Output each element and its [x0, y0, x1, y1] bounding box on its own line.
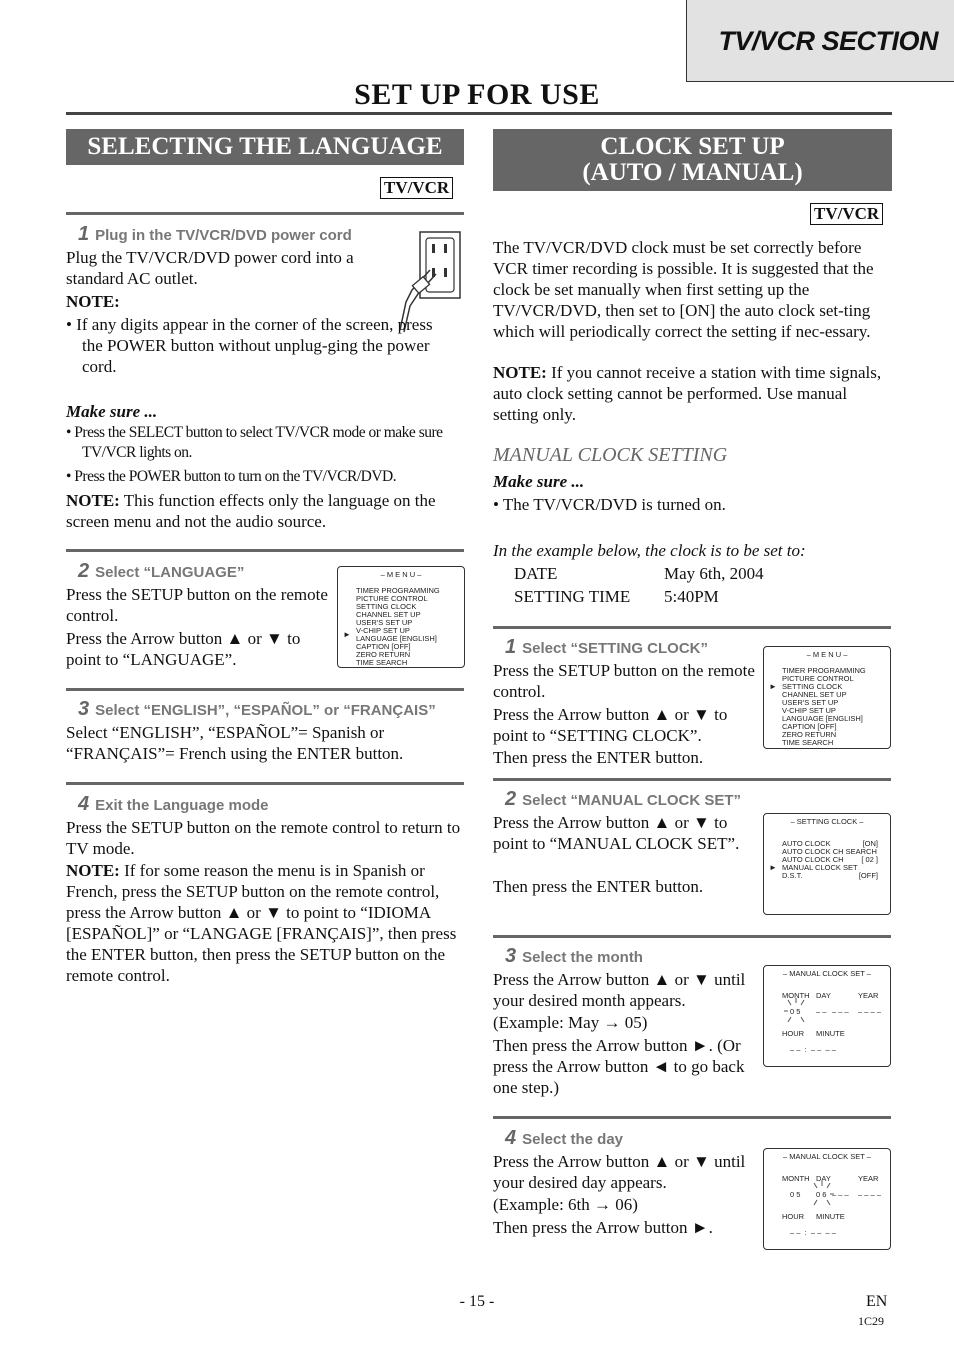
make-sure-bullet-2: • Press the POWER button to turn on the TV/VCR/DVD.	[66, 468, 397, 485]
right-step1-heading: 1 Select “SETTING CLOCK”	[505, 636, 708, 658]
right-step2-body2: Then press the ENTER button.	[493, 877, 704, 896]
menu-item: CHANNEL SET UP	[356, 610, 421, 619]
menu-item: V-CHIP SET UP	[356, 626, 410, 635]
date-value: May 6th, 2004	[664, 564, 764, 583]
menu-item-selected: LANGUAGE [ENGLISH]	[356, 634, 437, 643]
clock-note: NOTE: If you cannot receive a station with time signals, auto clock setting cannot be performed. Use manual setting only.	[493, 363, 882, 424]
time-value: 5:40PM	[664, 587, 719, 606]
section-tab-label: TV/VCR SECTION	[718, 26, 938, 56]
step-number: 1	[78, 223, 90, 245]
manual-clock-set-row: MANUAL CLOCK SET	[782, 863, 858, 872]
right-step2-heading: 2 Select “MANUAL CLOCK SET”	[505, 788, 742, 810]
right-step1-body2: Press the Arrow button ▲ or ▼ to point to “SETTING CLOCK”.	[493, 705, 728, 745]
left-step4-body: Press the SETUP button on the remote control to return to TV mode.	[66, 818, 461, 858]
make-sure-label: Make sure ...	[66, 402, 158, 421]
left-step4-heading: 4 Exit the Language mode	[78, 793, 269, 815]
menu-item: CAPTION [OFF]	[782, 722, 837, 731]
right-step3-body2: (Example: May → 05)	[493, 1013, 648, 1032]
cursor-arrow-icon: ►	[769, 863, 777, 872]
menu-item-selected: SETTING CLOCK	[782, 682, 843, 691]
right-step2-body1: Press the Arrow button ▲ or ▼ to point to “MANUAL CLOCK SET”.	[493, 813, 740, 853]
menu-item: PICTURE CONTROL	[356, 594, 428, 603]
manual-clock-subhead: MANUAL CLOCK SETTING	[493, 444, 728, 466]
left-step1-note-bullet: • If any digits appear in the corner of the screen, press the POWER button without unplug-ging the power cord.	[66, 315, 433, 376]
cursor-arrow-icon: ►	[769, 682, 777, 691]
left-step3-body: Select “ENGLISH”, “ESPAÑOL”= Spanish or “FRANÇAIS”= French using the ENTER button.	[66, 723, 404, 763]
tvvcr-badge-left: TV/VCR	[380, 177, 453, 199]
note-label: NOTE:	[66, 292, 120, 311]
step-divider	[493, 935, 891, 938]
page-title: SET UP FOR USE	[354, 78, 600, 111]
section-tab	[686, 0, 954, 82]
menu-item: CAPTION [OFF]	[356, 642, 411, 651]
menu-item: TIMER PROGRAMMING	[782, 666, 866, 675]
left-step2-heading: 2 Select “LANGUAGE”	[78, 560, 245, 582]
make-sure-label: Make sure ...	[493, 472, 585, 491]
step-divider	[66, 782, 464, 785]
left-step3-heading: 3 Select “ENGLISH”, “ESPAÑOL” or “FRANÇAIS”	[78, 698, 436, 720]
make-sure-bullet-1: • Press the SELECT button to select TV/VCR mode or make sure TV/VCR lights on.	[66, 424, 443, 461]
menu-item: USER'S SET UP	[356, 618, 413, 627]
menu-item: CHANNEL SET UP	[782, 690, 847, 699]
menu-item: TIME SEARCH	[782, 738, 834, 747]
blink-icon	[782, 998, 810, 1024]
example-intro: In the example below, the clock is to be set to:	[493, 541, 806, 560]
dst-row: D.S.T. [OFF]	[782, 871, 878, 880]
right-step4-body1: Press the Arrow button ▲ or ▼ until your desired day appears.	[493, 1152, 746, 1192]
cursor-arrow-icon: ►	[343, 630, 351, 639]
menu-screen-language	[337, 566, 465, 668]
step-divider	[66, 549, 464, 552]
step-divider	[66, 688, 464, 691]
manual-clock-screen-day: – MANUAL CLOCK SET – MONTH DAY YEAR 0 5 0 6 – – – – – – – HOUR MINUTE – – : – – – –	[763, 1148, 891, 1250]
day-value: 0 6	[816, 1190, 827, 1199]
language-banner: SELECTING THE LANGUAGE	[66, 129, 464, 165]
auto-clock-ch-search-row: AUTO CLOCK CH SEARCH	[782, 847, 877, 856]
menu-item: USER'S SET UP	[782, 698, 839, 707]
left-step4-note: NOTE: If for some reason the menu is in Spanish or French, press the SETUP button on the remote control, press the Arrow button ▲ or ▼ to point to “IDIOMA [ESPAÑOL]” or “LANGAGE [FRANÇAIS]”, then press the ENTER button, then press the SETUP button on the remote control.	[66, 861, 457, 985]
step-divider	[493, 1116, 891, 1119]
left-step1-note2: NOTE: This function effects only the language on the screen menu and not the audio source.	[66, 491, 436, 531]
menu-item: SETTING CLOCK	[356, 602, 417, 611]
right-step3-body1: Press the Arrow button ▲ or ▼ until your desired month appears.	[493, 970, 746, 1010]
menu-item: TIMER PROGRAMMING	[356, 586, 440, 595]
clock-banner: CLOCK SET UP (AUTO / MANUAL)	[493, 129, 892, 191]
clock-intro: The TV/VCR/DVD clock must be set correctly before VCR timer recording is possible. It is suggested that the clock be set manually when first setting up the TV/VCR/DVD, then set to [ON] the auto clock set-ting which will periodically correct the setting if nec-essary.	[493, 238, 874, 341]
right-step4-body2: (Example: 6th → 06)	[493, 1195, 638, 1214]
make-sure-item: • The TV/VCR/DVD is turned on.	[493, 495, 726, 514]
screen-title: – M E N U –	[380, 570, 422, 579]
right-step4-body3: Then press the Arrow button ►.	[493, 1218, 713, 1237]
page-number: - 15 -	[459, 1293, 495, 1310]
right-step1-body1: Press the SETUP button on the remote control.	[493, 661, 755, 701]
tvvcr-badge-right: TV/VCR	[810, 203, 883, 225]
menu-item: ZERO RETURN	[782, 730, 837, 739]
right-step4-heading: 4 Select the day	[505, 1127, 624, 1149]
date-label: DATE	[514, 564, 558, 583]
right-step3-body3: Then press the Arrow button ►. (Or press the Arrow button ◄ to go back one step.)	[493, 1036, 745, 1097]
step-heading-text: Plug in the TV/VCR/DVD power cord	[95, 227, 352, 244]
menu-item: TIME SEARCH	[356, 658, 408, 667]
title-divider	[66, 112, 892, 115]
menu-screen-setting-clock: – M E N U – TIMER PROGRAMMING PICTURE CONTROL SETTING CLOCK CHANNEL SET UP USER'S SET UP V-CHIP SET UP LANGUAGE [ENGLISH] CAPTION [OFF] ZERO RETURN TIME SEARCH ►	[763, 646, 891, 749]
left-step2-body1: Press the SETUP button on the remote control.	[66, 585, 328, 625]
menu-items	[338, 587, 464, 667]
right-step3-heading: 3 Select the month	[505, 945, 643, 967]
step-divider	[493, 778, 891, 781]
step-divider	[493, 626, 891, 629]
auto-clock-row: AUTO CLOCK [ON]	[782, 839, 878, 848]
setting-clock-screen: – SETTING CLOCK – AUTO CLOCK [ON] AUTO CLOCK CH SEARCH AUTO CLOCK CH [ 02 ] MANUAL CLOCK SET D.S.T. [OFF] ►	[763, 813, 891, 915]
menu-item: PICTURE CONTROL	[782, 674, 854, 683]
blink-icon	[808, 1181, 836, 1207]
month-value: 0 5	[790, 1007, 801, 1016]
right-step1-body3: Then press the ENTER button.	[493, 748, 704, 767]
step-divider	[66, 212, 464, 215]
language-code: EN	[866, 1293, 888, 1310]
menu-item: V-CHIP SET UP	[782, 706, 836, 715]
left-step2-body2: Press the Arrow button ▲ or ▼ to point to “LANGUAGE”.	[66, 629, 301, 669]
left-step1-heading	[78, 223, 352, 246]
manual-clock-screen-month: – MANUAL CLOCK SET – MONTH DAY YEAR 0 5 – – – – – – – – – HOUR MINUTE – – : – – – –	[763, 965, 891, 1067]
time-label: SETTING TIME	[514, 587, 631, 606]
left-step1-body: Plug the TV/VCR/DVD power cord into a standard AC outlet.	[66, 248, 354, 288]
menu-item: LANGUAGE [ENGLISH]	[782, 714, 863, 723]
menu-item: ZERO RETURN	[356, 650, 411, 659]
auto-clock-ch-row: AUTO CLOCK CH [ 02 ]	[782, 855, 878, 864]
doc-code: 1C29	[858, 1314, 885, 1328]
